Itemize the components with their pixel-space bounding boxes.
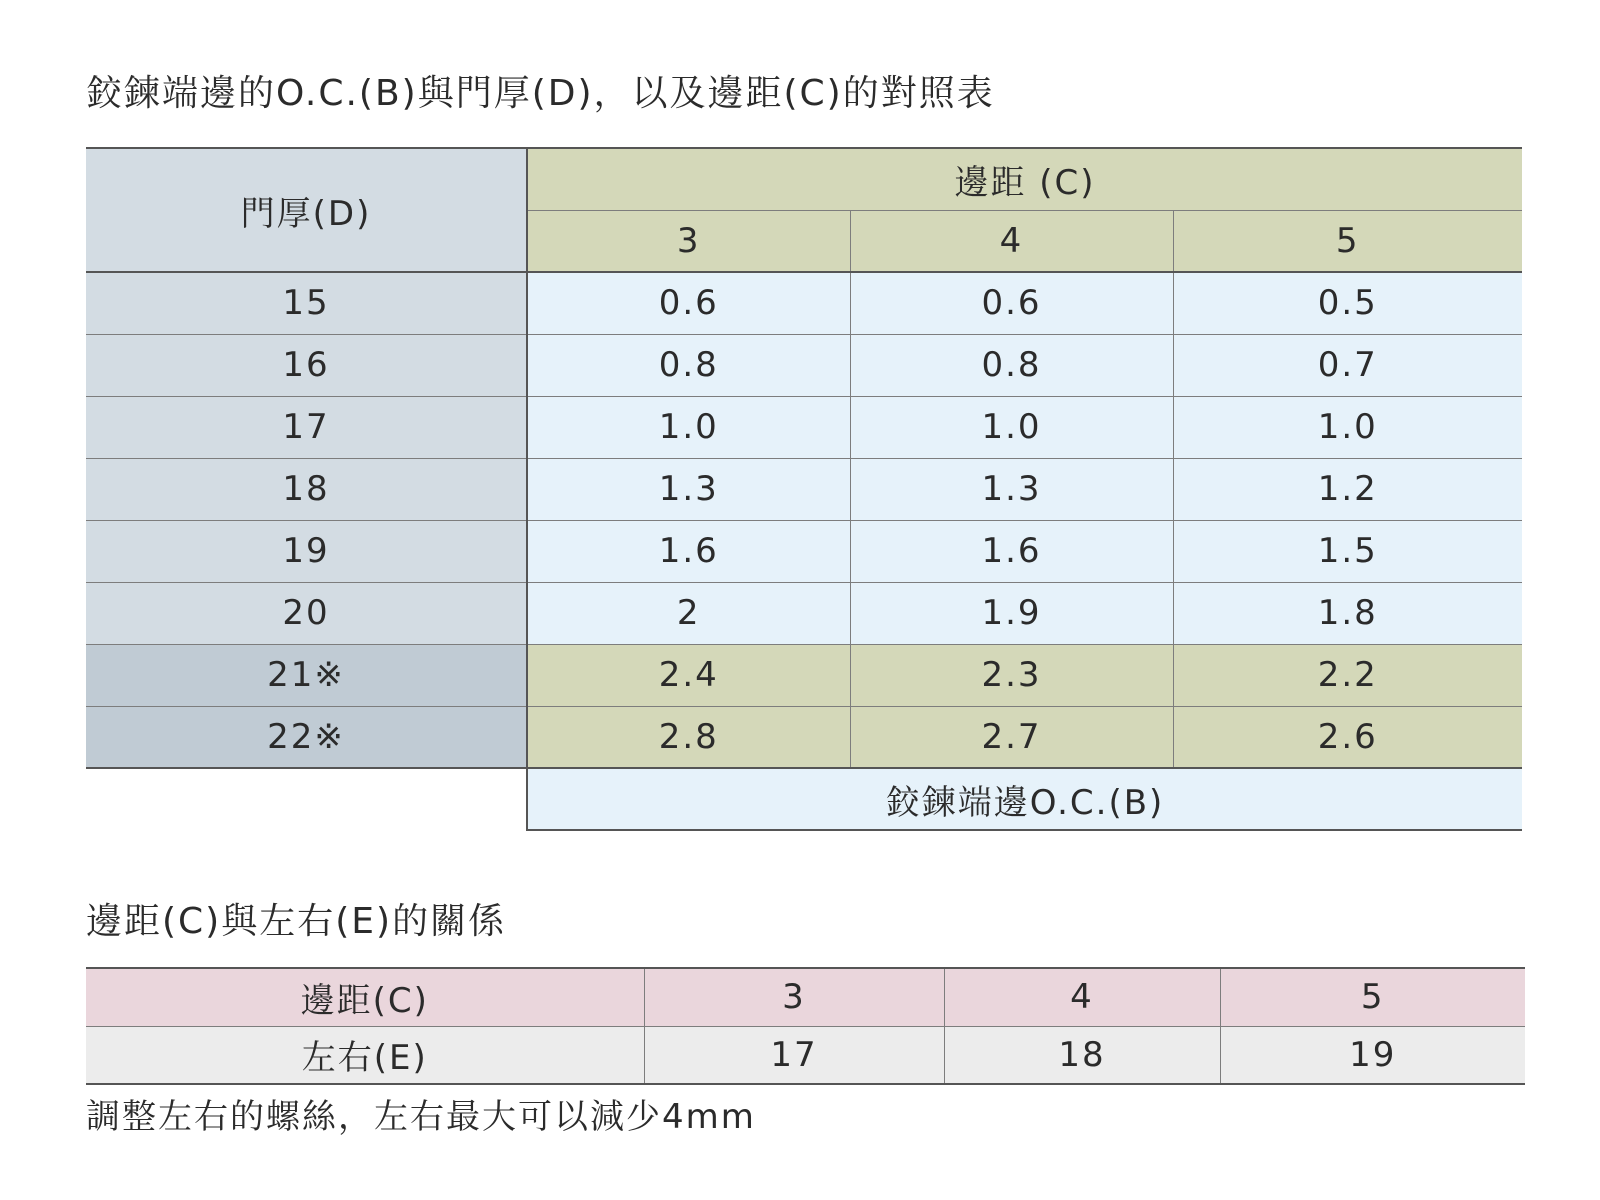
- table-row: [86, 968, 1525, 1026]
- oc-value-cell: 0.8: [527, 334, 850, 396]
- margin-value-header: 4: [850, 210, 1173, 272]
- oc-value-cell: 2.7: [850, 706, 1173, 768]
- margin-row-label: 邊距(C): [86, 968, 644, 1026]
- table-row: [86, 458, 1522, 520]
- oc-footer-label: 鉸鍊端邊O.C.(B): [527, 768, 1522, 830]
- oc-value-cell: 0.5: [1173, 272, 1522, 334]
- oc-value-cell: 0.8: [850, 334, 1173, 396]
- oc-value-cell: 1.5: [1173, 520, 1522, 582]
- oc-value-cell: 1.2: [1173, 458, 1522, 520]
- oc-value-cell: 0.6: [850, 272, 1173, 334]
- margin-value-header: 3: [527, 210, 850, 272]
- table-row: [86, 582, 1522, 644]
- door-thickness-cell: 17: [86, 396, 527, 458]
- oc-table-title: 鉸鍊端邊的O.C.(B)與門厚(D)，以及邊距(C)的對照表: [86, 73, 995, 114]
- oc-value-cell: 0.7: [1173, 334, 1522, 396]
- oc-value-cell: 2.4: [527, 644, 850, 706]
- table-row: [86, 520, 1522, 582]
- margin-value-cell: 3: [644, 968, 944, 1026]
- oc-value-cell: 1.3: [527, 458, 850, 520]
- oc-value-cell: 1.9: [850, 582, 1173, 644]
- oc-value-cell: 1.6: [527, 520, 850, 582]
- door-thickness-cell: 21※: [86, 644, 527, 706]
- door-thickness-header: 門厚(D): [86, 148, 527, 272]
- door-thickness-cell: 18: [86, 458, 527, 520]
- table-row: [86, 644, 1522, 706]
- oc-value-cell: 2.2: [1173, 644, 1522, 706]
- table-row: [86, 396, 1522, 458]
- oc-value-cell: 1.6: [850, 520, 1173, 582]
- door-thickness-cell: 19: [86, 520, 527, 582]
- lr-table: [86, 967, 1525, 1085]
- margin-value-cell: 5: [1220, 968, 1525, 1026]
- lr-value-cell: 17: [644, 1026, 944, 1084]
- footer-spacer: [86, 768, 527, 830]
- margin-header: 邊距 (C): [527, 148, 1522, 210]
- margin-value-header: 5: [1173, 210, 1522, 272]
- table-row: [86, 334, 1522, 396]
- table-row: [86, 272, 1522, 334]
- oc-value-cell: 2: [527, 582, 850, 644]
- door-thickness-cell: 15: [86, 272, 527, 334]
- oc-value-cell: 1.0: [850, 396, 1173, 458]
- oc-value-cell: 1.8: [1173, 582, 1522, 644]
- oc-value-cell: 2.6: [1173, 706, 1522, 768]
- door-thickness-cell: 22※: [86, 706, 527, 768]
- margin-value-cell: 4: [944, 968, 1220, 1026]
- oc-value-cell: 2.8: [527, 706, 850, 768]
- oc-value-cell: 1.0: [527, 396, 850, 458]
- table-row: [86, 706, 1522, 768]
- oc-value-cell: 1.3: [850, 458, 1173, 520]
- oc-value-cell: 2.3: [850, 644, 1173, 706]
- oc-table: [86, 147, 1522, 831]
- lr-value-cell: 18: [944, 1026, 1220, 1084]
- table-row: [86, 1026, 1525, 1084]
- door-thickness-cell: 20: [86, 582, 527, 644]
- lr-row-label: 左右(E): [86, 1026, 644, 1084]
- oc-value-cell: 0.6: [527, 272, 850, 334]
- lr-table-title: 邊距(C)與左右(E)的關係: [86, 901, 507, 942]
- door-thickness-cell: 16: [86, 334, 527, 396]
- adjustment-note: 調整左右的螺絲，左右最大可以減少4mm: [86, 1097, 756, 1137]
- lr-value-cell: 19: [1220, 1026, 1525, 1084]
- oc-value-cell: 1.0: [1173, 396, 1522, 458]
